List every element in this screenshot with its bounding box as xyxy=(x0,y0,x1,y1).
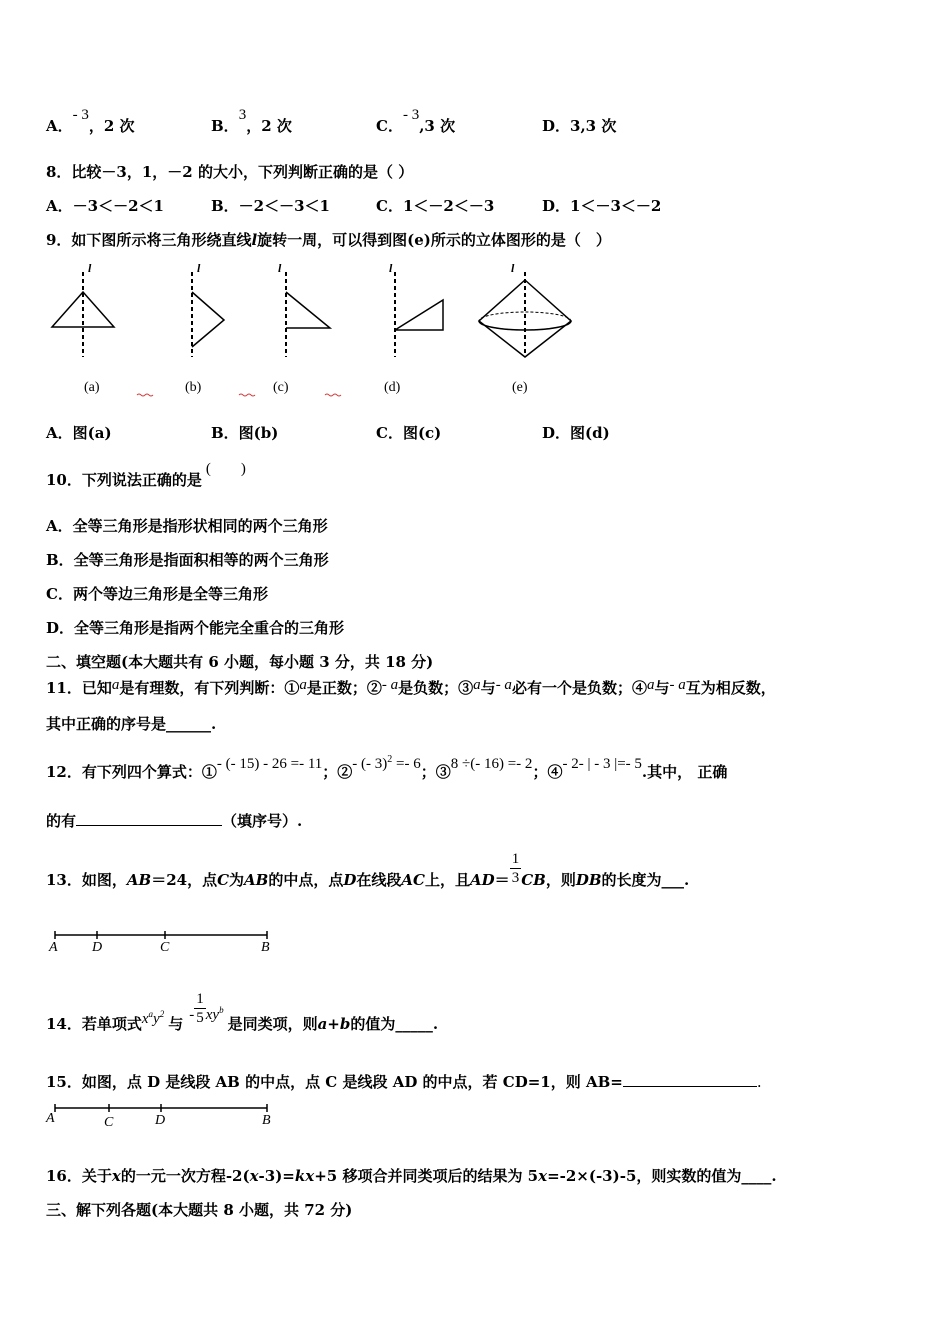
q12-line1 xyxy=(46,754,728,785)
q16-x-3: x xyxy=(538,1167,548,1185)
q9-option-d: D．图(d) xyxy=(542,424,610,442)
section-3-heading: 三、解下列各题(本大题共 8 小题，共 72 分) xyxy=(46,1201,353,1219)
q11-a-1: a xyxy=(111,677,120,693)
q11-p2: 是有理数，有下列判断：① xyxy=(119,679,300,697)
q13-p8: ，则 xyxy=(545,871,576,889)
q9-l-a: l xyxy=(88,262,92,275)
q12-expr-1: - (- 15) - 26 =- 11 xyxy=(216,756,323,772)
q14-y-exp: 2 xyxy=(159,1009,165,1019)
q11-p1: 11．已知 xyxy=(46,679,112,697)
q11-p8: 互为相反数， xyxy=(685,679,776,697)
q13-p3: 为 xyxy=(229,871,245,889)
q16-p2: 的一元一次方程-2( xyxy=(120,1167,250,1185)
q10-stem xyxy=(46,461,246,491)
q7-b-value: 3 xyxy=(238,107,247,123)
q13-stem xyxy=(46,850,690,890)
q12-expr-4: - 2- | - 3 |=- 5 xyxy=(562,756,642,772)
q15-answer-blank xyxy=(623,1072,757,1087)
q7-c-rest: ,3 次 xyxy=(419,117,456,135)
q11-p3: 是正数；② xyxy=(306,679,382,697)
q13-cb: CB xyxy=(521,871,546,889)
q7-option-d: D．3,3 次 xyxy=(542,117,617,135)
q11-neg-a-2: - a xyxy=(495,677,512,693)
q9-squiggle-3 xyxy=(325,394,341,396)
q9-stem-pre: 9．如下图所示将三角形绕直线 xyxy=(46,231,252,249)
q13-p7: ＝ xyxy=(494,871,510,889)
q13-frac-num: 1 xyxy=(511,850,520,867)
q16-kx: kx xyxy=(294,1167,315,1185)
q9-option-a: A．图(a) xyxy=(46,424,112,442)
q11-a-4: a xyxy=(646,677,655,693)
q10-stem-text: 10．下列说法正确的是 xyxy=(46,471,202,489)
q8-option-a: A．－3＜－2＜1 xyxy=(46,197,164,215)
section-2-heading: 二、填空题(本大题共有 6 小题，每小题 3 分，共 18 分) xyxy=(46,653,434,671)
q12-line2 xyxy=(46,811,302,831)
q16-p3: -3)= xyxy=(258,1167,295,1185)
q13-p2: ＝24，点 xyxy=(151,871,218,889)
q14-frac-den: 5 xyxy=(196,1009,204,1026)
q7-c-label: C． xyxy=(376,117,403,135)
q15-stem xyxy=(46,1072,762,1092)
q7-option-a xyxy=(46,107,135,137)
q11-p5: 与 xyxy=(480,679,496,697)
q13-ab: AB xyxy=(126,871,152,889)
q9-caption-e: (e) xyxy=(512,380,528,395)
q13-db: DB xyxy=(575,871,602,889)
q9-l-d: l xyxy=(389,262,393,275)
q11-a-3: a xyxy=(473,677,481,693)
q11-a-2: a xyxy=(299,677,307,693)
q9-caption-b: (b) xyxy=(185,380,202,395)
q10-option-d: D．全等三角形是指两个能完全重合的三角形 xyxy=(46,619,345,637)
q11-neg-a-3: - a xyxy=(669,677,686,693)
q13-point-c: C xyxy=(160,940,170,955)
q10-paren: ( ) xyxy=(205,461,246,477)
q12-p2: ；② xyxy=(322,763,353,781)
q14-xy-exp: b xyxy=(219,1005,224,1015)
q9-triangle-b xyxy=(192,292,224,347)
q16-x-2: x xyxy=(249,1167,259,1185)
q16-p1: 16．关于 xyxy=(46,1167,112,1185)
q15-point-d: D xyxy=(155,1113,166,1128)
q14-y: y xyxy=(153,1011,160,1027)
q11-p7: 与 xyxy=(654,679,670,697)
q9-option-c: C．图(c) xyxy=(376,424,442,442)
q8-option-c: C．1＜－2＜－3 xyxy=(376,197,495,215)
q13-segment-figure xyxy=(45,925,285,957)
q14-frac-num: 1 xyxy=(196,990,204,1007)
q9-stem-post: 旋转一周，可以得到图(e)所示的立体图形的是（ ） xyxy=(257,231,611,249)
q13-point-d: D xyxy=(92,940,103,955)
q13-fraction xyxy=(510,850,522,887)
q10-option-a: A．全等三角形是指形状相同的两个三角形 xyxy=(46,517,328,535)
q14-p4: 的值为_____. xyxy=(350,1015,439,1033)
q9-l-c: l xyxy=(278,262,282,275)
q11-line2: 其中正确的序号是______. xyxy=(46,715,217,733)
q9-squiggle-2 xyxy=(239,394,255,396)
q12-expr-2a: - (- 3) xyxy=(352,756,388,772)
q9-caption-a: (a) xyxy=(84,380,100,395)
q14-stem xyxy=(46,990,439,1036)
q9-stem xyxy=(46,230,611,250)
q15-end: . xyxy=(756,1073,762,1091)
q14-x: x xyxy=(141,1011,149,1027)
q13-p4: 的中点，点 xyxy=(268,871,344,889)
q8-option-d: D．1＜－3＜－2 xyxy=(542,197,662,215)
q13-p5: 在线段 xyxy=(356,871,402,889)
q7-a-rest: ，2 次 xyxy=(88,117,135,135)
q13-ac: AC xyxy=(401,871,425,889)
q14-x-exp: a xyxy=(148,1009,154,1019)
q7-c-value: - 3 xyxy=(402,107,420,123)
q7-option-b xyxy=(211,107,292,137)
q15-segment-figure xyxy=(43,1098,283,1132)
q12-p4: ；④ xyxy=(532,763,563,781)
q14-xy: xy xyxy=(205,1007,220,1023)
q14-p3: 是同类项，则 xyxy=(227,1015,318,1033)
q7-b-label: B． xyxy=(211,117,239,135)
q12-answer-blank xyxy=(76,811,222,826)
q9-triangle-d xyxy=(395,300,443,330)
q12-expr-3: 8 ÷(- 16) =- 2 xyxy=(450,756,533,772)
q12-expr-2-exp: 2 xyxy=(387,754,393,765)
q13-ab-2: AB xyxy=(244,871,269,889)
q12-line2-pre: 的有 xyxy=(46,812,77,830)
q13-ad: AD xyxy=(470,871,495,889)
q12-p3: ；③ xyxy=(420,763,451,781)
q14-fraction xyxy=(194,990,206,1027)
q9-triangle-c xyxy=(286,292,330,328)
q9-option-b: B．图(b) xyxy=(211,424,279,442)
q13-point-b: B xyxy=(261,940,270,955)
q9-figure xyxy=(40,262,600,407)
q15-point-a: A xyxy=(46,1111,55,1126)
q12-p5: .其中， 正确 xyxy=(641,763,728,781)
q15-point-b: B xyxy=(262,1113,271,1128)
q14-p2: 与 xyxy=(168,1015,184,1033)
q10-option-b: B．全等三角形是指面积相等的两个三角形 xyxy=(46,551,329,569)
q9-squiggle-1 xyxy=(137,394,153,396)
q8-stem: 8．比较－3，1，－2 的大小，下列判断正确的是（ ） xyxy=(46,163,414,181)
q9-l-b: l xyxy=(197,262,201,275)
q12-expr-2c: =- 6 xyxy=(392,756,421,772)
q13-point-a: A xyxy=(49,940,58,955)
q16-p4: +5 移项合并同类项后的结果为 5 xyxy=(314,1167,539,1185)
q11-p4: 是负数；③ xyxy=(398,679,474,697)
q12-line2-post: （填序号）. xyxy=(222,812,303,830)
q11-neg-a-1: - a xyxy=(381,677,399,693)
q7-b-rest: ，2 次 xyxy=(246,117,292,135)
q13-p6: 上，且 xyxy=(425,871,471,889)
q14-neg: - xyxy=(189,1007,195,1023)
q9-caption-c: (c) xyxy=(273,380,289,395)
q14-ab: a+b xyxy=(317,1015,351,1033)
q16-x: x xyxy=(111,1167,121,1185)
q15-point-c: C xyxy=(104,1115,114,1130)
q13-d: D xyxy=(343,871,357,889)
q11-p6: 必有一个是负数；④ xyxy=(511,679,647,697)
q10-option-c: C．两个等边三角形是全等三角形 xyxy=(46,585,268,603)
q13-p9: 的长度为___. xyxy=(601,871,690,889)
q13-p1: 13．如图， xyxy=(46,871,127,889)
q11-line1 xyxy=(46,678,776,699)
q7-a-value: - 3 xyxy=(72,107,89,123)
q9-l-e: l xyxy=(511,262,515,275)
q15-text: 15．如图，点 D 是线段 AB 的中点，点 C 是线段 AD 的中点，若 CD=1，则 AB= xyxy=(46,1073,623,1091)
q7-option-c xyxy=(376,107,456,137)
q13-c: C xyxy=(217,871,230,889)
q9-caption-d: (d) xyxy=(384,380,401,395)
q13-frac-den: 3 xyxy=(511,869,520,886)
q9-stem-l: l xyxy=(251,231,258,249)
q16-p5: =-2×(-3)-5，则实数的值为____. xyxy=(547,1167,777,1185)
q16-stem xyxy=(46,1166,777,1186)
q7-a-label: A． xyxy=(46,117,73,135)
q12-p1: 12．有下列四个算式：① xyxy=(46,763,217,781)
q14-p1: 14．若单项式 xyxy=(46,1015,142,1033)
q8-option-b: B．－2＜－3＜1 xyxy=(211,197,330,215)
